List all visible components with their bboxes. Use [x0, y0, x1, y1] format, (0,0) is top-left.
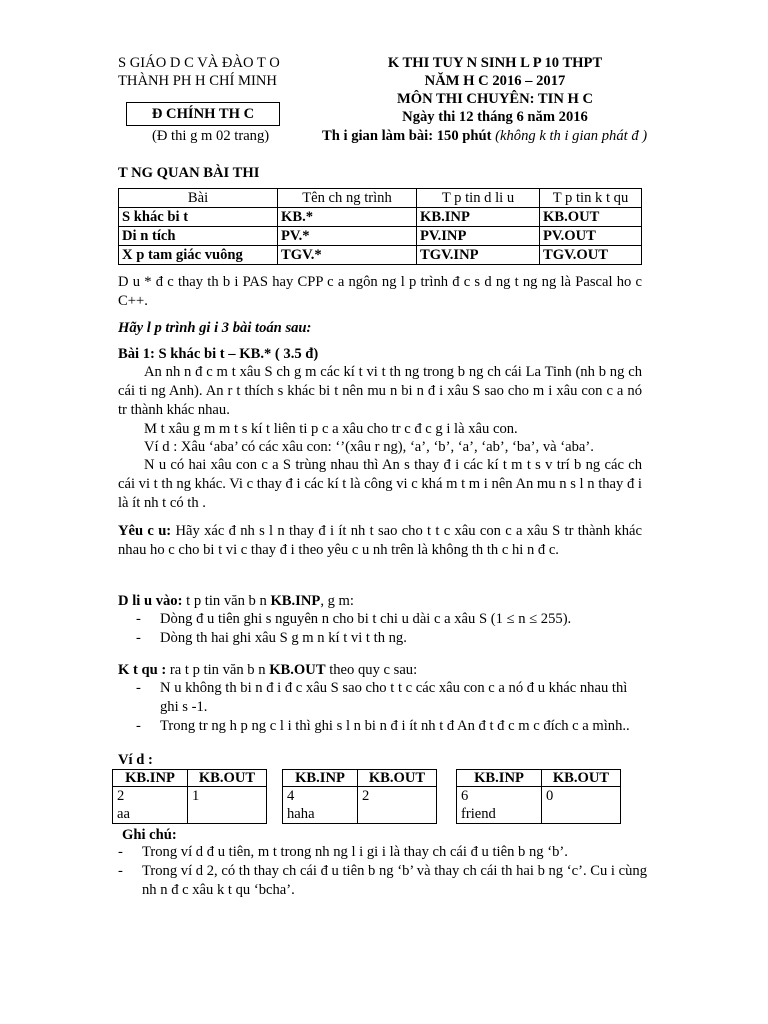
table-row	[119, 208, 642, 227]
cell: TGV.*	[278, 246, 417, 265]
list-item-text: Dòng đ u tiên ghi s nguyên n cho bi t chi u dài c a xâu S (1 ≤ n ≤ 255).	[160, 611, 572, 627]
problem-1-paragraph: An nh n đ c m t xâu S ch g m các kí t vi t th ng trong b ng ch cái La Tinh (nh b ng ch cái ti ng Anh). An r t thích s khác bi t nên mu n bi n đ i xâu S sao cho m i xâu con c a nó tr thành khác nhau.	[118, 364, 642, 418]
list-item: - Trong ví d 2, có th thay ch cái đ u tiên b ng ‘b’ và thay ch cái th hai b ng ‘c’. Cu i cùng nh n đ c xâu k t qu ‘bcha’.	[118, 863, 647, 898]
cell: PV.INP	[417, 227, 540, 246]
output-text-suffix: theo quy c sau:	[325, 662, 418, 678]
list-item-text: Dòng th hai ghi xâu S g m n kí t vi t th ng.	[160, 630, 407, 646]
cell: KB.OUT	[540, 208, 642, 227]
cell: KB.INP	[417, 208, 540, 227]
cell: KB.*	[278, 208, 417, 227]
list-item-text: N u không th bi n đ i đ c xâu S sao cho t t c các xâu con c a nó đ u khác nhau thì ghi s -1.	[160, 680, 628, 715]
example-output-cell: 0	[542, 787, 621, 824]
input-filename: KB.INP	[270, 593, 321, 609]
table-row	[119, 246, 642, 265]
col-header-input: T p tin d li u	[417, 189, 540, 208]
requirement	[118, 522, 642, 560]
table-row	[119, 227, 642, 246]
official-exam-box: Đ CHÍNH TH C	[126, 102, 280, 126]
problem-1-title: Bài 1: S khác bi t – KB.* ( 3.5 đ)	[118, 346, 319, 362]
example-table	[456, 769, 621, 824]
example-input-cell	[457, 787, 542, 824]
list-item: - Dòng đ u tiên ghi s nguyên n cho bi t chi u dài c a xâu S (1 ≤ n ≤ 255).	[136, 611, 572, 627]
col-header: KB.OUT	[358, 770, 437, 787]
output-spec	[118, 661, 642, 680]
example-input-line: 2	[117, 788, 125, 804]
city-name: THÀNH PH H CHÍ MINH	[118, 73, 277, 89]
department-name: S GIÁO D C VÀ ĐÀO T O	[118, 55, 280, 71]
requirement-text: Hãy xác đ nh s l n thay đ i ít nh t sao cho t t c xâu con c a xâu S tr thành khác nhau ho c cho bi t vi c thay đ i theo yêu c u nh trên là không th th c hi n đ c.	[118, 523, 642, 558]
exam-duration	[322, 127, 647, 146]
cell: TGV.OUT	[540, 246, 642, 265]
instruction: Hãy l p trình gi i 3 bài toán sau:	[118, 320, 312, 336]
subject: MÔN THI CHUYÊN: TIN H C	[396, 91, 594, 107]
list-item: - Trong ví d đ u tiên, m t trong nh ng l i gi i là thay ch cái đ u tiên b ng ‘b’.	[118, 844, 568, 860]
cell: X p tam giác vuông	[119, 246, 278, 265]
example-input-line: friend	[461, 806, 496, 822]
exam-title: K THI TUY N SINH L P 10 THPT	[387, 55, 603, 71]
example-input-cell	[113, 787, 188, 824]
output-filename: KB.OUT	[269, 662, 326, 678]
col-header-problem: Bài	[119, 189, 278, 208]
example-input-line: 6	[461, 788, 469, 804]
example-input-line: aa	[117, 806, 130, 822]
requirement-label: Yêu c u:	[118, 523, 172, 539]
input-text: t p tin văn b n	[182, 593, 271, 609]
notes-title: Ghi chú:	[122, 827, 177, 843]
list-item: - N u không th bi n đ i đ c xâu S sao cho t t c các xâu con c a nó đ u khác nhau thì ghi s -1.	[136, 679, 646, 717]
duration-note: (không k th i gian phát đ )	[495, 128, 648, 144]
list-item: - Trong tr ng h p ng c l i thì ghi s l n bi n đ i ít nh t đ An đ t đ c m c đích c a mình..	[136, 718, 630, 734]
input-label: D li u vào:	[118, 593, 183, 609]
problem-1-paragraph: N u có hai xâu con c a S trùng nhau thì An s thay đ i các kí t m t s v trí b ng các ch cái vi t th ng khác. Vi c thay đ i các kí t là công vi c khá m t m i nên An mu n s l n thay đ i là ít nh t có th .	[118, 457, 642, 511]
example-table	[282, 769, 437, 824]
example-label: Ví d :	[118, 752, 153, 768]
list-item: - Dòng th hai ghi xâu S g m n kí t vi t th ng.	[136, 630, 407, 646]
duration-label: Th i gian làm bài: 150 phút	[322, 128, 492, 144]
school-year: NĂM H C 2016 – 2017	[424, 73, 566, 89]
notes-list	[118, 843, 648, 900]
list-item-text: Trong tr ng h p ng c l i thì ghi s l n bi n đ i ít nh t đ An đ t đ c m c đích c a mình..	[160, 718, 630, 734]
overview-table	[118, 188, 642, 265]
example-input-line: haha	[287, 806, 315, 822]
input-list	[136, 610, 646, 648]
cell: TGV.INP	[417, 246, 540, 265]
cell: PV.*	[278, 227, 417, 246]
example-output-cell: 2	[358, 787, 437, 824]
extension-note: D u * đ c thay th b i PAS hay CPP c a ngôn ng l p trình đ c s d ng t ng ng là Pascal ho c C++.	[118, 274, 642, 309]
overview-title: T NG QUAN BÀI THI	[118, 165, 260, 181]
cell: PV.OUT	[540, 227, 642, 246]
example-table	[112, 769, 267, 824]
output-label: K t qu :	[118, 662, 167, 678]
cell: S khác bi t	[119, 208, 278, 227]
col-header: KB.INP	[457, 770, 542, 787]
exam-date: Ngày thi 12 tháng 6 năm 2016	[402, 109, 588, 125]
cell: Di n tích	[119, 227, 278, 246]
overview-header-row	[119, 189, 642, 208]
page-count: (Đ thi g m 02 trang)	[152, 128, 270, 144]
example-input-line: 4	[287, 788, 295, 804]
col-header: KB.OUT	[188, 770, 267, 787]
col-header: KB.INP	[283, 770, 358, 787]
problem-1-example-text: Ví d : Xâu ‘aba’ có các xâu con: ‘’(xâu r ng), ‘a’, ‘b’, ‘a’, ‘ab’, ‘ba’, và ‘aba’.	[144, 439, 594, 455]
col-header-program: Tên ch ng trình	[278, 189, 417, 208]
output-list	[136, 679, 646, 736]
col-header-output: T p tin k t qu	[540, 189, 642, 208]
col-header: KB.OUT	[542, 770, 621, 787]
list-item-text: Trong ví d đ u tiên, m t trong nh ng l i gi i là thay ch cái đ u tiên b ng ‘b’.	[142, 844, 568, 860]
col-header: KB.INP	[113, 770, 188, 787]
example-input-cell	[283, 787, 358, 824]
input-text-suffix: , g m:	[320, 593, 354, 609]
list-item-text: Trong ví d 2, có th thay ch cái đ u tiên b ng ‘b’ và thay ch cái th hai b ng ‘c’. Cu i cùng nh n đ c xâu k t qu ‘bcha’.	[142, 863, 647, 898]
output-text: ra t p tin văn b n	[166, 662, 270, 678]
input-spec	[118, 592, 642, 611]
problem-1-paragraph: M t xâu g m m t s kí t liên ti p c a xâu cho tr c đ c g i là xâu con.	[144, 421, 518, 437]
example-output-cell: 1	[188, 787, 267, 824]
